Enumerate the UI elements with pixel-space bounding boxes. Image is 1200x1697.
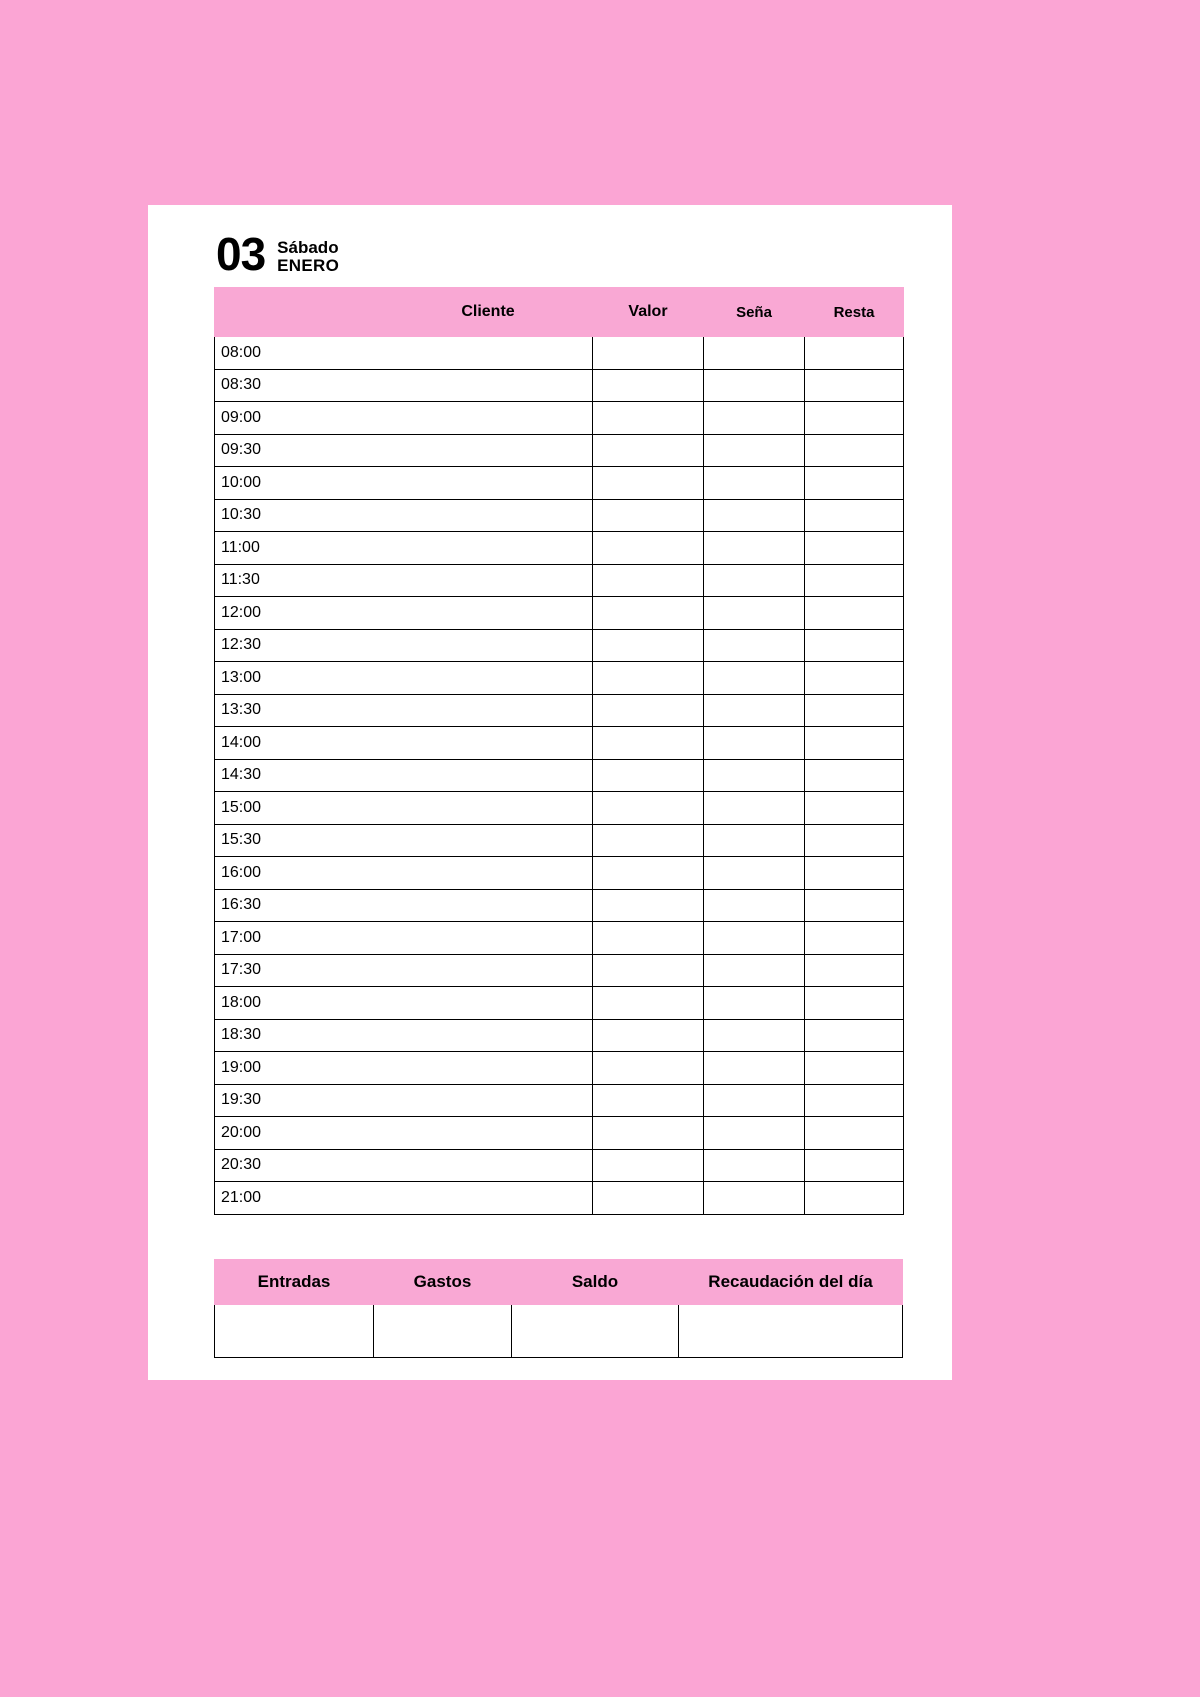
sena-field[interactable] xyxy=(704,499,805,532)
cliente-field[interactable] xyxy=(384,402,593,435)
table-row xyxy=(215,1182,904,1215)
valor-field[interactable] xyxy=(593,1182,704,1215)
column-header-cliente: Cliente xyxy=(384,288,593,337)
cliente-field[interactable] xyxy=(384,1182,593,1215)
table-row xyxy=(215,564,904,597)
sena-field[interactable] xyxy=(704,662,805,695)
resta-field[interactable] xyxy=(805,1182,904,1215)
resta-field[interactable] xyxy=(805,694,904,727)
table-row xyxy=(215,369,904,402)
table-row xyxy=(215,1019,904,1052)
time-label: 20:00 xyxy=(215,1117,384,1150)
resta-field[interactable] xyxy=(805,922,904,955)
column-header-recaudacion: Recaudación del día xyxy=(679,1259,903,1304)
cliente-field[interactable] xyxy=(384,467,593,500)
cliente-field[interactable] xyxy=(384,922,593,955)
resta-field[interactable] xyxy=(805,1019,904,1052)
resta-field[interactable] xyxy=(805,759,904,792)
schedule-header-row xyxy=(215,288,904,337)
table-row xyxy=(215,694,904,727)
valor-field[interactable] xyxy=(593,727,704,760)
sena-field[interactable] xyxy=(704,337,805,370)
cliente-field[interactable] xyxy=(384,824,593,857)
sena-field[interactable] xyxy=(704,1019,805,1052)
planner-page xyxy=(148,205,952,1380)
valor-field[interactable] xyxy=(593,694,704,727)
valor-field[interactable] xyxy=(593,857,704,890)
table-row xyxy=(215,954,904,987)
time-label: 21:00 xyxy=(215,1182,384,1215)
resta-field[interactable] xyxy=(805,564,904,597)
date-header xyxy=(214,215,898,280)
time-label: 12:00 xyxy=(215,597,384,630)
sena-field[interactable] xyxy=(704,1117,805,1150)
valor-field[interactable] xyxy=(593,402,704,435)
valor-field[interactable] xyxy=(593,597,704,630)
sena-field[interactable] xyxy=(704,434,805,467)
table-row xyxy=(215,434,904,467)
time-label: 19:00 xyxy=(215,1052,384,1085)
table-row xyxy=(215,662,904,695)
table-row xyxy=(215,1149,904,1182)
resta-field[interactable] xyxy=(805,1084,904,1117)
table-row xyxy=(215,597,904,630)
resta-field[interactable] xyxy=(805,337,904,370)
totals-body xyxy=(215,1304,903,1357)
resta-field[interactable] xyxy=(805,857,904,890)
column-header-saldo: Saldo xyxy=(512,1259,679,1304)
month-label: ENERO xyxy=(277,256,340,275)
cliente-field[interactable] xyxy=(384,369,593,402)
cliente-field[interactable] xyxy=(384,629,593,662)
table-row xyxy=(215,629,904,662)
valor-field[interactable] xyxy=(593,889,704,922)
planner-sheet xyxy=(214,215,898,1358)
table-row xyxy=(215,792,904,825)
sena-field[interactable] xyxy=(704,1182,805,1215)
sena-field[interactable] xyxy=(704,564,805,597)
table-row xyxy=(215,759,904,792)
sena-field[interactable] xyxy=(704,402,805,435)
valor-field[interactable] xyxy=(593,499,704,532)
weekday-label: Sábado xyxy=(277,238,339,257)
cliente-field[interactable] xyxy=(384,857,593,890)
sena-field[interactable] xyxy=(704,889,805,922)
valor-field[interactable] xyxy=(593,1117,704,1150)
sena-field[interactable] xyxy=(704,792,805,825)
time-label: 09:00 xyxy=(215,402,384,435)
cliente-field[interactable] xyxy=(384,1052,593,1085)
resta-field[interactable] xyxy=(805,662,904,695)
sena-field[interactable] xyxy=(704,857,805,890)
resta-field[interactable] xyxy=(805,1149,904,1182)
sena-field[interactable] xyxy=(704,629,805,662)
resta-field[interactable] xyxy=(805,1052,904,1085)
column-header-sena: Seña xyxy=(704,288,805,337)
schedule-table xyxy=(214,287,904,1215)
time-label: 08:30 xyxy=(215,369,384,402)
cliente-field[interactable] xyxy=(384,987,593,1020)
cliente-field[interactable] xyxy=(384,727,593,760)
time-label: 20:30 xyxy=(215,1149,384,1182)
cliente-field[interactable] xyxy=(384,564,593,597)
table-row xyxy=(215,1084,904,1117)
resta-field[interactable] xyxy=(805,532,904,565)
time-label: 11:30 xyxy=(215,564,384,597)
time-label: 17:30 xyxy=(215,954,384,987)
table-row xyxy=(215,1304,903,1357)
time-label: 15:00 xyxy=(215,792,384,825)
resta-field[interactable] xyxy=(805,792,904,825)
resta-field[interactable] xyxy=(805,467,904,500)
recaudacion-field[interactable] xyxy=(679,1304,903,1357)
sena-field[interactable] xyxy=(704,597,805,630)
column-header-entradas: Entradas xyxy=(215,1259,374,1304)
valor-field[interactable] xyxy=(593,987,704,1020)
time-label: 08:00 xyxy=(215,337,384,370)
time-label: 16:00 xyxy=(215,857,384,890)
table-row xyxy=(215,727,904,760)
time-label: 18:00 xyxy=(215,987,384,1020)
sena-field[interactable] xyxy=(704,824,805,857)
table-row xyxy=(215,857,904,890)
day-number: 03 xyxy=(216,228,266,280)
time-label: 16:30 xyxy=(215,889,384,922)
resta-field[interactable] xyxy=(805,629,904,662)
time-label: 13:30 xyxy=(215,694,384,727)
sena-field[interactable] xyxy=(704,727,805,760)
time-label: 10:00 xyxy=(215,467,384,500)
valor-field[interactable] xyxy=(593,337,704,370)
sena-field[interactable] xyxy=(704,1149,805,1182)
table-row xyxy=(215,467,904,500)
table-row xyxy=(215,402,904,435)
valor-field[interactable] xyxy=(593,954,704,987)
resta-field[interactable] xyxy=(805,402,904,435)
cliente-field[interactable] xyxy=(384,694,593,727)
cliente-field[interactable] xyxy=(384,532,593,565)
cliente-field[interactable] xyxy=(384,597,593,630)
sena-field[interactable] xyxy=(704,1084,805,1117)
table-row xyxy=(215,824,904,857)
time-label: 18:30 xyxy=(215,1019,384,1052)
valor-field[interactable] xyxy=(593,1149,704,1182)
time-label: 12:30 xyxy=(215,629,384,662)
totals-table xyxy=(214,1259,903,1358)
valor-field[interactable] xyxy=(593,369,704,402)
time-label: 13:00 xyxy=(215,662,384,695)
resta-field[interactable] xyxy=(805,987,904,1020)
sena-field[interactable] xyxy=(704,759,805,792)
valor-field[interactable] xyxy=(593,759,704,792)
resta-field[interactable] xyxy=(805,1117,904,1150)
time-label: 09:30 xyxy=(215,434,384,467)
resta-field[interactable] xyxy=(805,434,904,467)
totals-header-row xyxy=(215,1259,903,1304)
valor-field[interactable] xyxy=(593,1019,704,1052)
sena-field[interactable] xyxy=(704,1052,805,1085)
resta-field[interactable] xyxy=(805,727,904,760)
valor-field[interactable] xyxy=(593,662,704,695)
sena-field[interactable] xyxy=(704,987,805,1020)
valor-field[interactable] xyxy=(593,564,704,597)
valor-field[interactable] xyxy=(593,532,704,565)
time-label: 19:30 xyxy=(215,1084,384,1117)
valor-field[interactable] xyxy=(593,824,704,857)
table-row xyxy=(215,1052,904,1085)
time-label: 15:30 xyxy=(215,824,384,857)
valor-field[interactable] xyxy=(593,1052,704,1085)
valor-field[interactable] xyxy=(593,434,704,467)
column-header-time xyxy=(215,288,384,337)
time-label: 11:00 xyxy=(215,532,384,565)
valor-field[interactable] xyxy=(593,467,704,500)
table-row xyxy=(215,532,904,565)
sena-field[interactable] xyxy=(704,369,805,402)
cliente-field[interactable] xyxy=(384,662,593,695)
sena-field[interactable] xyxy=(704,954,805,987)
sena-field[interactable] xyxy=(704,467,805,500)
cliente-field[interactable] xyxy=(384,792,593,825)
valor-field[interactable] xyxy=(593,792,704,825)
time-label: 17:00 xyxy=(215,922,384,955)
resta-field[interactable] xyxy=(805,954,904,987)
column-header-gastos: Gastos xyxy=(374,1259,512,1304)
sena-field[interactable] xyxy=(704,922,805,955)
gastos-field[interactable] xyxy=(374,1304,512,1357)
cliente-field[interactable] xyxy=(384,1117,593,1150)
valor-field[interactable] xyxy=(593,922,704,955)
cliente-field[interactable] xyxy=(384,337,593,370)
table-row xyxy=(215,1117,904,1150)
date-words xyxy=(277,239,339,275)
resta-field[interactable] xyxy=(805,824,904,857)
column-header-valor: Valor xyxy=(593,288,704,337)
resta-field[interactable] xyxy=(805,597,904,630)
table-row xyxy=(215,337,904,370)
resta-field[interactable] xyxy=(805,369,904,402)
column-header-resta: Resta xyxy=(805,288,904,337)
time-label: 14:30 xyxy=(215,759,384,792)
sena-field[interactable] xyxy=(704,532,805,565)
cliente-field[interactable] xyxy=(384,954,593,987)
table-row xyxy=(215,889,904,922)
resta-field[interactable] xyxy=(805,499,904,532)
time-label: 14:00 xyxy=(215,727,384,760)
time-label: 10:30 xyxy=(215,499,384,532)
cliente-field[interactable] xyxy=(384,759,593,792)
cliente-field[interactable] xyxy=(384,499,593,532)
valor-field[interactable] xyxy=(593,1084,704,1117)
valor-field[interactable] xyxy=(593,629,704,662)
entradas-field[interactable] xyxy=(215,1304,374,1357)
cliente-field[interactable] xyxy=(384,1149,593,1182)
cliente-field[interactable] xyxy=(384,1019,593,1052)
cliente-field[interactable] xyxy=(384,1084,593,1117)
sena-field[interactable] xyxy=(704,694,805,727)
cliente-field[interactable] xyxy=(384,889,593,922)
table-row xyxy=(215,499,904,532)
resta-field[interactable] xyxy=(805,889,904,922)
cliente-field[interactable] xyxy=(384,434,593,467)
table-row xyxy=(215,987,904,1020)
table-row xyxy=(215,922,904,955)
saldo-field[interactable] xyxy=(512,1304,679,1357)
schedule-body xyxy=(215,337,904,1215)
